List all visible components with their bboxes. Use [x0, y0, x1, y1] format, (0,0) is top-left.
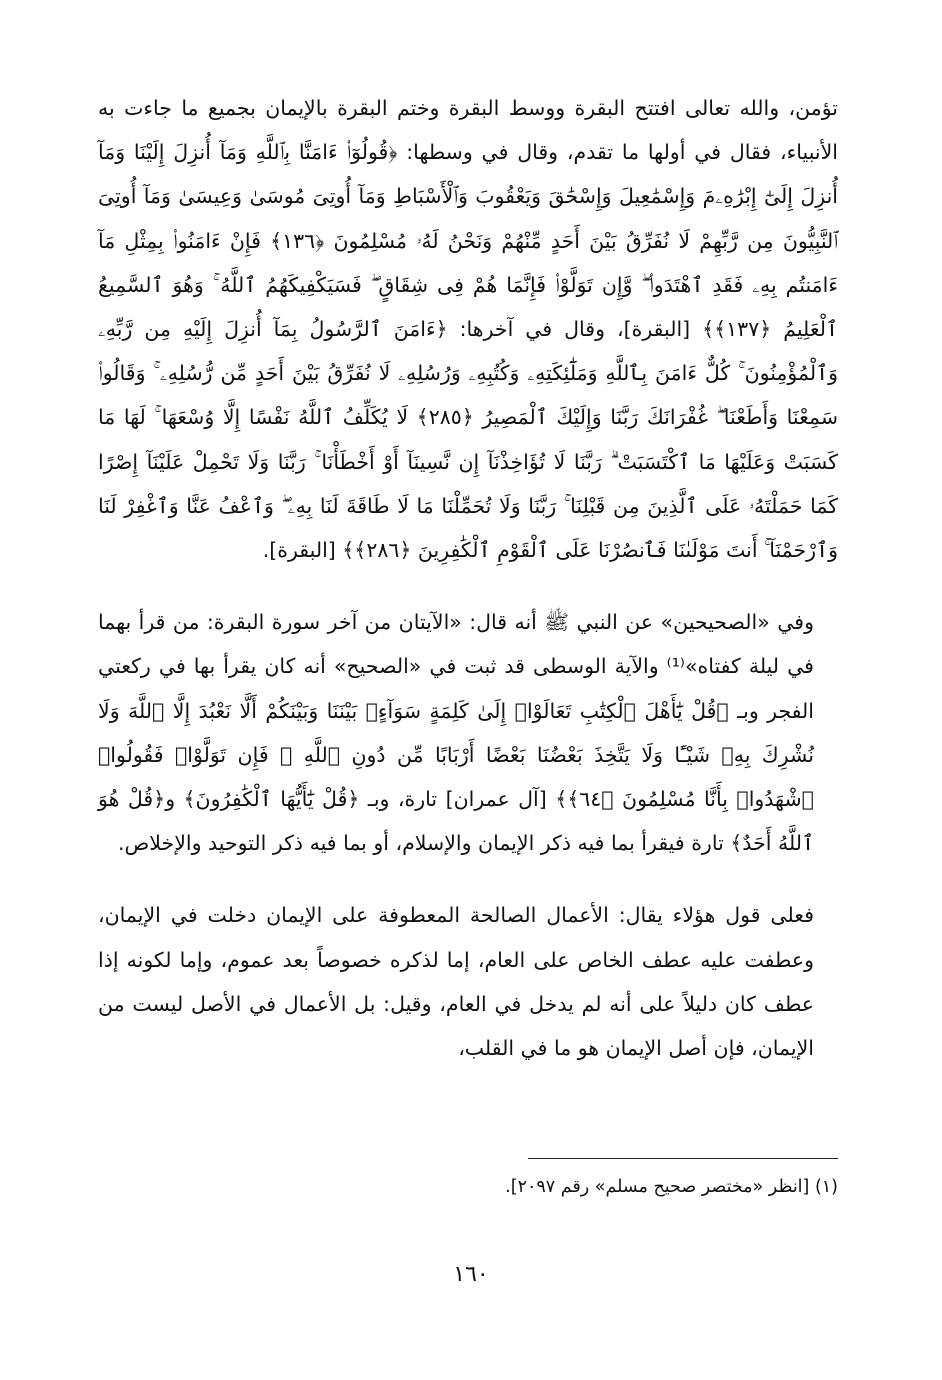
footnote-divider: [528, 1158, 838, 1159]
page-body: [98, 86, 838, 1070]
paragraph-1: تؤمن، والله تعالى افتتح البقرة ووسط البقرة وختم البقرة بالإيمان بجميع ما جاءت به الأنبياء، فقال في أولها ما تقدم، وقال في وسطها: ﴿قُولُوٓا۟ ءَامَنَّا بِٱللَّهِ وَمَآ أُنزِلَ إِلَيْنَا وَمَآ أُنزِلَ إِلَىٰٓ إِبْرَٰهِۦمَ وَإِسْمَٰعِيلَ وَإِسْحَٰقَ وَيَعْقُوبَ وَٱلْأَسْبَاطِ وَمَآ أُوتِىَ مُوسَىٰ وَعِيسَىٰ وَمَآ أُوتِىَ ٱلنَّبِيُّونَ مِن رَّبِّهِمْ لَا نُفَرِّقُ بَيْنَ أَحَدٍ مِّنْهُمْ وَنَحْنُ لَهُۥ مُسْلِمُونَ ﴿١٣٦﴾ فَإِنْ ءَامَنُوا۟ بِمِثْلِ مَآ ءَامَنتُم بِهِۦ فَقَدِ ٱهْتَدَوا۟ ۖ وَّإِن تَوَلَّوْا۟ فَإِنَّمَا هُمْ فِى شِقَاقٍ ۖ فَسَيَكْفِيكَهُمُ ٱللَّهُ ۚ وَهُوَ ٱلسَّمِيعُ ٱلْعَلِيمُ ﴿١٣٧﴾﴾ [البقرة]، وقال في آخرها: ﴿ءَامَنَ ٱلرَّسُولُ بِمَآ أُنزِلَ إِلَيْهِ مِن رَّبِّهِۦ وَٱلْمُؤْمِنُونَ ۚ كُلٌّ ءَامَنَ بِٱللَّهِ وَمَلَٰٓئِكَتِهِۦ وَكُتُبِهِۦ وَرُسُلِهِۦ لَا نُفَرِّقُ بَيْنَ أَحَدٍ مِّن رُّسُلِهِۦ ۚ وَقَالُوا۟ سَمِعْنَا وَأَطَعْنَا ۖ غُفْرَانَكَ رَبَّنَا وَإِلَيْكَ ٱلْمَصِيرُ ﴿٢٨٥﴾ لَا يُكَلِّفُ ٱللَّهُ نَفْسًا إِلَّا وُسْعَهَا ۚ لَهَا مَا كَسَبَتْ وَعَلَيْهَا مَا ٱكْتَسَبَتْ ۗ رَبَّنَا لَا تُؤَاخِذْنَآ إِن نَّسِينَآ أَوْ أَخْطَأْنَا ۚ رَبَّنَا وَلَا تَحْمِلْ عَلَيْنَآ إِصْرًا كَمَا حَمَلْتَهُۥ عَلَى ٱلَّذِينَ مِن قَبْلِنَا ۚ رَبَّنَا وَلَا تُحَمِّلْنَا مَا لَا طَاقَةَ لَنَا بِهِۦ ۖ وَٱعْفُ عَنَّا وَٱغْفِرْ لَنَا وَٱرْحَمْنَآ ۚ أَنتَ مَوْلَىٰنَا فَٱنصُرْنَا عَلَى ٱلْقَوْمِ ٱلْكَٰفِرِينَ ﴿٢٨٦﴾﴾ [البقرة].: [98, 96, 838, 563]
footnote: (١) [انظر «مختصر صحيح مسلم» رقم ٢٠٩٧].: [505, 1177, 838, 1197]
paragraph-2: وفي «الصحيحين» عن النبي ﷺ أنه قال: «الآيتان من آخر سورة البقرة: من قرأ بهما في ليلة كفتاه»⁽¹⁾ والآية الوسطى قد ثبت في «الصحيح» أنه كان يقرأ بها في ركعتي الفجر وبـ ﴿قُلْ يَٰٓأَهْلَ ٱلْكِتَٰبِ تَعَالَوْا۟ إِلَىٰ كَلِمَةٍ سَوَآءٍۭ بَيْنَنَا وَبَيْنَكُمْ أَلَّا نَعْبُدَ إِلَّا ٱللَّهَ وَلَا نُشْرِكَ بِهِۦ شَيْـًٔا وَلَا يَتَّخِذَ بَعْضُنَا بَعْضًا أَرْبَابًا مِّن دُونِ ٱللَّهِ ۚ فَإِن تَوَلَّوْا۟ فَقُولُوا۟ ٱشْهَدُوا۟ بِأَنَّا مُسْلِمُونَ ﴿٦٤﴾﴾ [آل عمران] تارة، وبـ ﴿قُلْ يَٰٓأَيُّهَا ٱلْكَٰفِرُونَ﴾ و﴿قُلْ هُوَ ٱللَّهُ أَحَدٌ﴾ تارة فيقرأ بما فيه ذكر الإيمان والإسلام، أو بما فيه ذكر التوحيد والإخلاص.: [98, 610, 814, 856]
paragraph-3: فعلى قول هؤلاء يقال: الأعمال الصالحة المعطوفة على الإيمان دخلت في الإيمان، وعطفت عليه عطف الخاص على العام، إما لذكره خصوصاً بعد عموم، وإما لكونه إذا عطف كان دليلاً على أنه لم يدخل في العام، وقيل: بل الأعمال في الأصل ليست من الإيمان، فإن أصل الإيمان هو ما في القلب،: [98, 903, 814, 1061]
page-number: ١٦٠: [453, 1262, 489, 1287]
